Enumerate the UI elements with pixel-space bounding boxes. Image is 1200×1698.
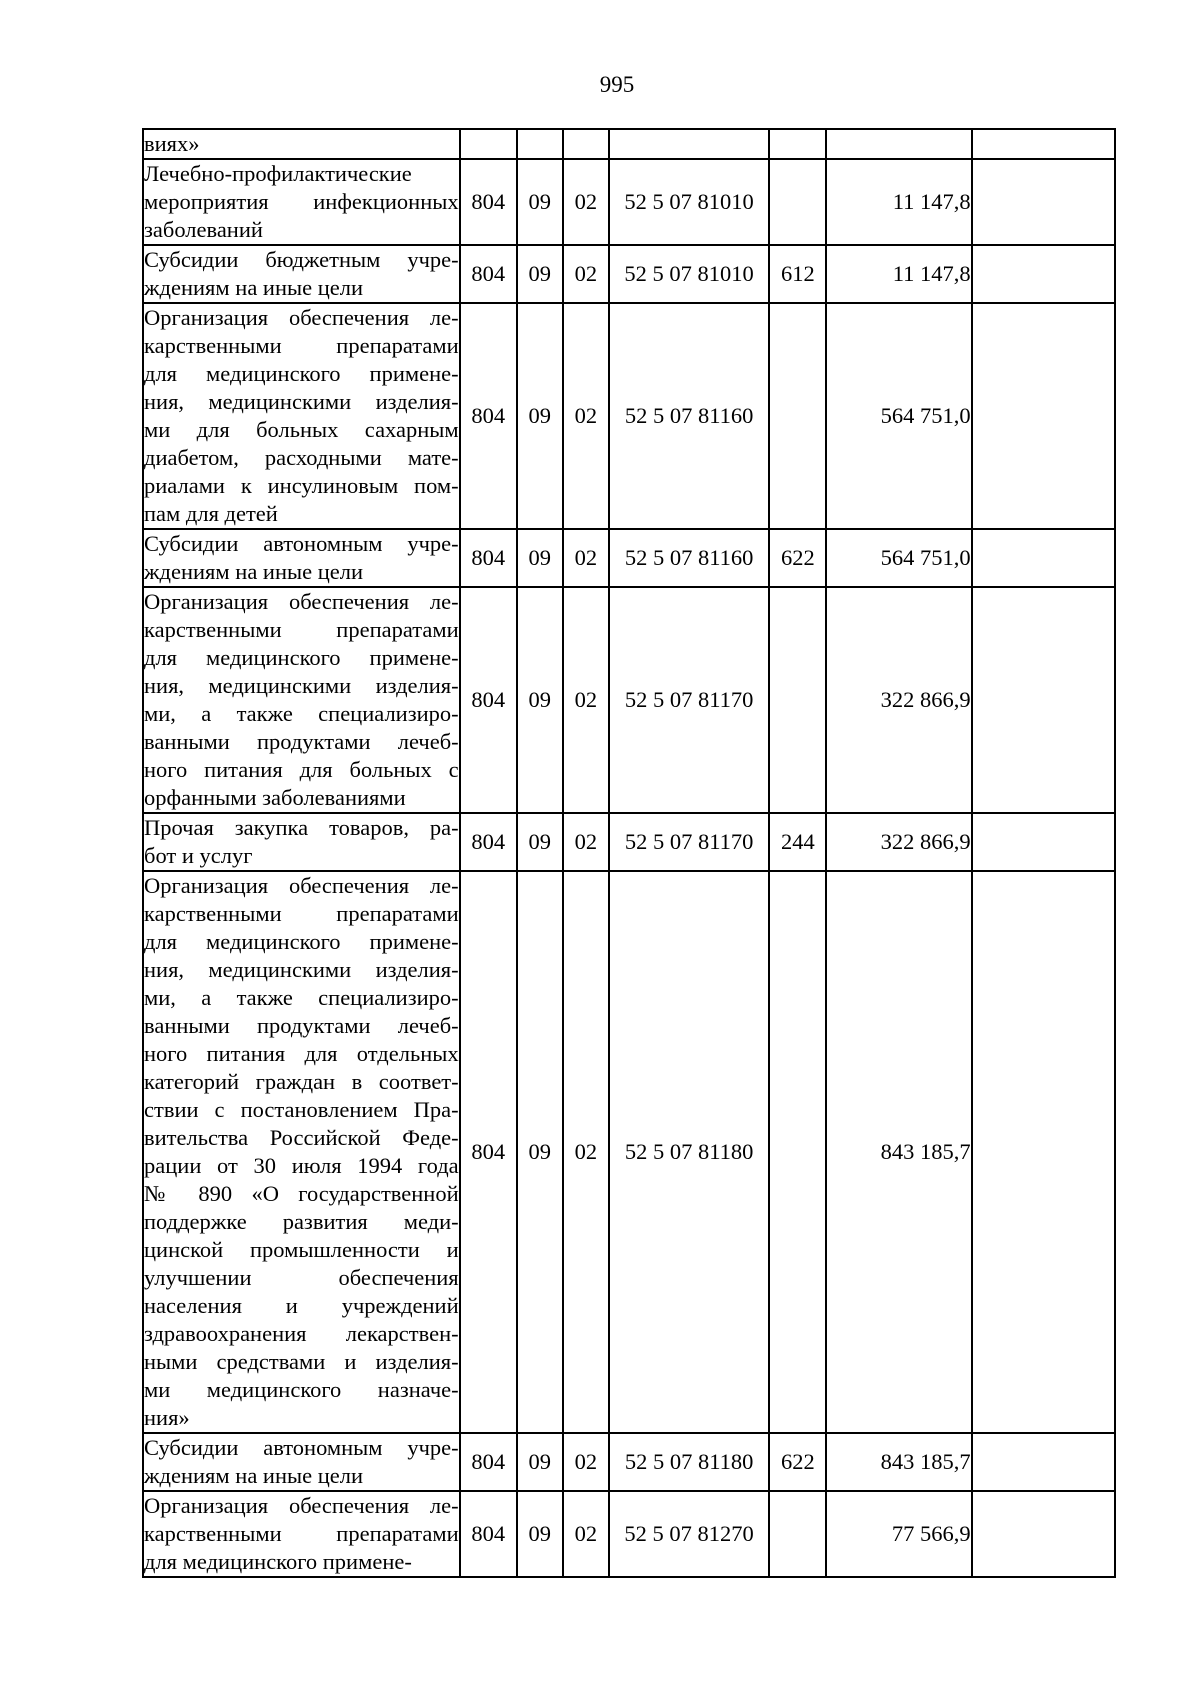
description-line: рации от 30 июля 1994 года — [144, 1153, 459, 1178]
description-line: для медицинского примене- — [144, 1549, 412, 1574]
description-line: № 890 «О государственной — [144, 1181, 459, 1206]
table-row — [143, 813, 1115, 871]
expense-type-cell — [769, 871, 826, 1433]
ministry-code-cell — [460, 129, 517, 159]
description-line: карственными препаратами — [144, 617, 459, 642]
amount-cell: 843 185,7 — [826, 1433, 971, 1491]
description-line: ждениям на иные цели — [144, 1463, 364, 1488]
ministry-code-cell: 804 — [460, 303, 517, 529]
description-line: орфанными заболеваниями — [144, 785, 406, 810]
subsection-code-cell: 02 — [563, 587, 609, 813]
expense-type-cell — [769, 1491, 826, 1577]
target-article-cell: 52 5 07 81270 — [609, 1491, 769, 1577]
amount-cell: 322 866,9 — [826, 587, 971, 813]
budget-table — [142, 128, 1116, 1578]
ministry-code-cell: 804 — [460, 529, 517, 587]
description-cell — [143, 245, 460, 303]
description-cell — [143, 303, 460, 529]
description-cell — [143, 529, 460, 587]
expense-type-cell: 622 — [769, 1433, 826, 1491]
table-row — [143, 587, 1115, 813]
expense-type-cell: 244 — [769, 813, 826, 871]
subsection-code-cell: 02 — [563, 1491, 609, 1577]
description-cell — [143, 159, 460, 245]
amount-cell: 564 751,0 — [826, 529, 971, 587]
description-cell — [143, 1491, 460, 1577]
extra-cell — [972, 871, 1115, 1433]
description-line: ми, а также специализиро- — [144, 701, 459, 726]
section-code-cell: 09 — [517, 529, 563, 587]
section-code-cell: 09 — [517, 245, 563, 303]
subsection-code-cell: 02 — [563, 303, 609, 529]
extra-cell — [972, 1491, 1115, 1577]
description-line: ми медицинского назначе- — [144, 1377, 459, 1402]
description-line: виях» — [144, 131, 200, 156]
description-line: заболеваний — [144, 217, 263, 242]
expense-type-cell — [769, 303, 826, 529]
description-line: ванными продуктами лечеб- — [144, 729, 459, 754]
table-row — [143, 871, 1115, 1433]
extra-cell — [972, 587, 1115, 813]
description-line: бот и услуг — [144, 843, 253, 868]
description-line: ствии с постановлением Пра- — [144, 1097, 459, 1122]
description-line: для медицинского примене- — [144, 929, 459, 954]
table-body — [143, 129, 1115, 1577]
extra-cell — [972, 159, 1115, 245]
target-article-cell: 52 5 07 81010 — [609, 159, 769, 245]
target-article-cell — [609, 129, 769, 159]
ministry-code-cell: 804 — [460, 159, 517, 245]
section-code-cell: 09 — [517, 303, 563, 529]
section-code-cell: 09 — [517, 587, 563, 813]
description-cell — [143, 129, 460, 159]
description-line: для медицинского примене- — [144, 361, 459, 386]
extra-cell — [972, 245, 1115, 303]
target-article-cell: 52 5 07 81170 — [609, 587, 769, 813]
expense-type-cell — [769, 159, 826, 245]
amount-cell: 11 147,8 — [826, 245, 971, 303]
description-line: цинской промышленности и — [144, 1237, 459, 1262]
description-line: карственными препаратами — [144, 901, 459, 926]
description-line: ми, а также специализиро- — [144, 985, 459, 1010]
description-line: Субсидии автономным учре- — [144, 531, 459, 556]
table-row — [143, 1433, 1115, 1491]
expense-type-cell — [769, 129, 826, 159]
target-article-cell: 52 5 07 81170 — [609, 813, 769, 871]
ministry-code-cell: 804 — [460, 1433, 517, 1491]
description-line: ными средствами и изделия- — [144, 1349, 459, 1374]
description-line: риалами к инсулиновым пом- — [144, 473, 459, 498]
amount-cell — [826, 129, 971, 159]
section-code-cell: 09 — [517, 813, 563, 871]
subsection-code-cell: 02 — [563, 871, 609, 1433]
description-line: ния» — [144, 1405, 190, 1430]
description-line: поддержке развития меди- — [144, 1209, 459, 1234]
expense-type-cell: 612 — [769, 245, 826, 303]
description-line: карственными препаратами — [144, 333, 459, 358]
amount-cell: 564 751,0 — [826, 303, 971, 529]
target-article-cell: 52 5 07 81160 — [609, 303, 769, 529]
table-row — [143, 159, 1115, 245]
description-line: Субсидии автономным учре- — [144, 1435, 459, 1460]
amount-cell: 322 866,9 — [826, 813, 971, 871]
ministry-code-cell: 804 — [460, 1491, 517, 1577]
description-line: ждениям на иные цели — [144, 559, 364, 584]
description-line: ного питания для больных с — [144, 757, 459, 782]
table-row — [143, 245, 1115, 303]
table-row — [143, 1491, 1115, 1577]
description-line: ния, медицинскими изделия- — [144, 389, 459, 414]
target-article-cell: 52 5 07 81180 — [609, 1433, 769, 1491]
description-line: диабетом, расходными мате- — [144, 445, 459, 470]
subsection-code-cell: 02 — [563, 529, 609, 587]
description-line: Прочая закупка товаров, ра- — [144, 815, 459, 840]
extra-cell — [972, 1433, 1115, 1491]
description-line: мероприятия инфекционных — [144, 189, 459, 214]
amount-cell: 77 566,9 — [826, 1491, 971, 1577]
ministry-code-cell: 804 — [460, 245, 517, 303]
target-article-cell: 52 5 07 81160 — [609, 529, 769, 587]
ministry-code-cell: 804 — [460, 587, 517, 813]
section-code-cell — [517, 129, 563, 159]
description-line: ждениям на иные цели — [144, 275, 364, 300]
description-line: улучшении обеспечения — [144, 1265, 459, 1290]
table-row — [143, 303, 1115, 529]
expense-type-cell: 622 — [769, 529, 826, 587]
description-line: здравоохранения лекарствен- — [144, 1321, 459, 1346]
description-line: Организация обеспечения ле- — [144, 589, 459, 614]
description-line: Лечебно-профилактические — [144, 161, 412, 186]
description-line: ния, медицинскими изделия- — [144, 673, 459, 698]
description-line: ного питания для отдельных — [144, 1041, 459, 1066]
subsection-code-cell: 02 — [563, 245, 609, 303]
description-line: вительства Российской Феде- — [144, 1125, 459, 1150]
target-article-cell: 52 5 07 81010 — [609, 245, 769, 303]
ministry-code-cell: 804 — [460, 813, 517, 871]
description-line: категорий граждан в соответ- — [144, 1069, 459, 1094]
description-line: населения и учреждений — [144, 1293, 459, 1318]
description-cell — [143, 871, 460, 1433]
description-line: пам для детей — [144, 501, 278, 526]
section-code-cell: 09 — [517, 1491, 563, 1577]
description-line: Организация обеспечения ле- — [144, 1493, 459, 1518]
subsection-code-cell — [563, 129, 609, 159]
amount-cell: 843 185,7 — [826, 871, 971, 1433]
extra-cell — [972, 129, 1115, 159]
description-cell — [143, 587, 460, 813]
target-article-cell: 52 5 07 81180 — [609, 871, 769, 1433]
description-line: Организация обеспечения ле- — [144, 305, 459, 330]
description-line: карственными препаратами — [144, 1521, 459, 1546]
amount-cell: 11 147,8 — [826, 159, 971, 245]
description-line: ванными продуктами лечеб- — [144, 1013, 459, 1038]
expense-type-cell — [769, 587, 826, 813]
section-code-cell: 09 — [517, 871, 563, 1433]
page-number: 995 — [599, 72, 635, 97]
description-line: Субсидии бюджетным учре- — [144, 247, 459, 272]
description-line: для медицинского примене- — [144, 645, 459, 670]
description-cell — [143, 813, 460, 871]
ministry-code-cell: 804 — [460, 871, 517, 1433]
description-line: ния, медицинскими изделия- — [144, 957, 459, 982]
description-line: Организация обеспечения ле- — [144, 873, 459, 898]
subsection-code-cell: 02 — [563, 159, 609, 245]
section-code-cell: 09 — [517, 159, 563, 245]
extra-cell — [972, 303, 1115, 529]
subsection-code-cell: 02 — [563, 1433, 609, 1491]
table-row — [143, 529, 1115, 587]
extra-cell — [972, 529, 1115, 587]
extra-cell — [972, 813, 1115, 871]
table-row — [143, 129, 1115, 159]
description-line: ми для больных сахарным — [144, 417, 459, 442]
section-code-cell: 09 — [517, 1433, 563, 1491]
subsection-code-cell: 02 — [563, 813, 609, 871]
description-cell — [143, 1433, 460, 1491]
